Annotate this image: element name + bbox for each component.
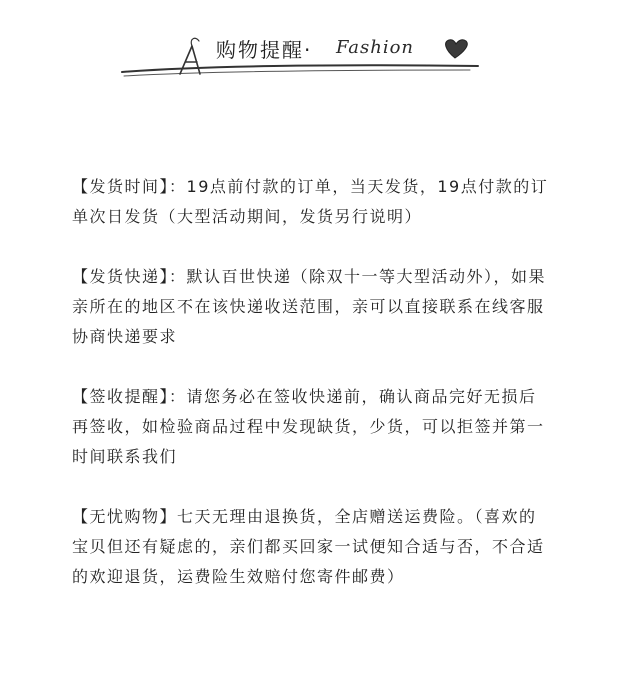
notice-content: [72, 172, 552, 622]
header-banner: [0, 0, 620, 110]
paragraph-label: 【签收提醒】: [72, 387, 170, 406]
paragraph-shipping-time: [72, 172, 552, 232]
paragraph-label: 【发货快递】: [72, 267, 170, 286]
paragraph-label: 【发货时间】: [72, 177, 170, 196]
left-flourish: [180, 46, 200, 74]
header-script-text: Fashion: [336, 37, 415, 58]
paragraph-text: ：默认百世快递（除双十一等大型活动外），如果亲所在的地区不在该快递收送范围，亲可以直接联系在线客服协商快递要求: [72, 267, 547, 346]
heart-icon: [446, 40, 468, 58]
paragraph-text: 七天无理由退换货，全店赠送运费险。（喜欢的宝贝但还有疑虑的，亲们都买回家一试便知合适与否，不合适的欢迎退货，运费险生效赔付您寄件邮费）: [72, 507, 545, 586]
paragraph-text: ：请您务必在签收快递前，确认商品完好无损后再签收，如检验商品过程中发现缺货，少货，可以拒签并第一时间联系我们: [72, 387, 545, 466]
paragraph-signing: [72, 382, 552, 472]
paragraph-text: ：19点前付款的订单，当天发货，19点付款的订单次日发货（大型活动期间，发货另行说明）: [72, 177, 549, 226]
header-title: 购物提醒·: [216, 38, 313, 62]
paragraph-courier: [72, 262, 552, 352]
paragraph-worry-free: [72, 502, 552, 592]
paragraph-label: 【无忧购物】: [72, 507, 178, 526]
